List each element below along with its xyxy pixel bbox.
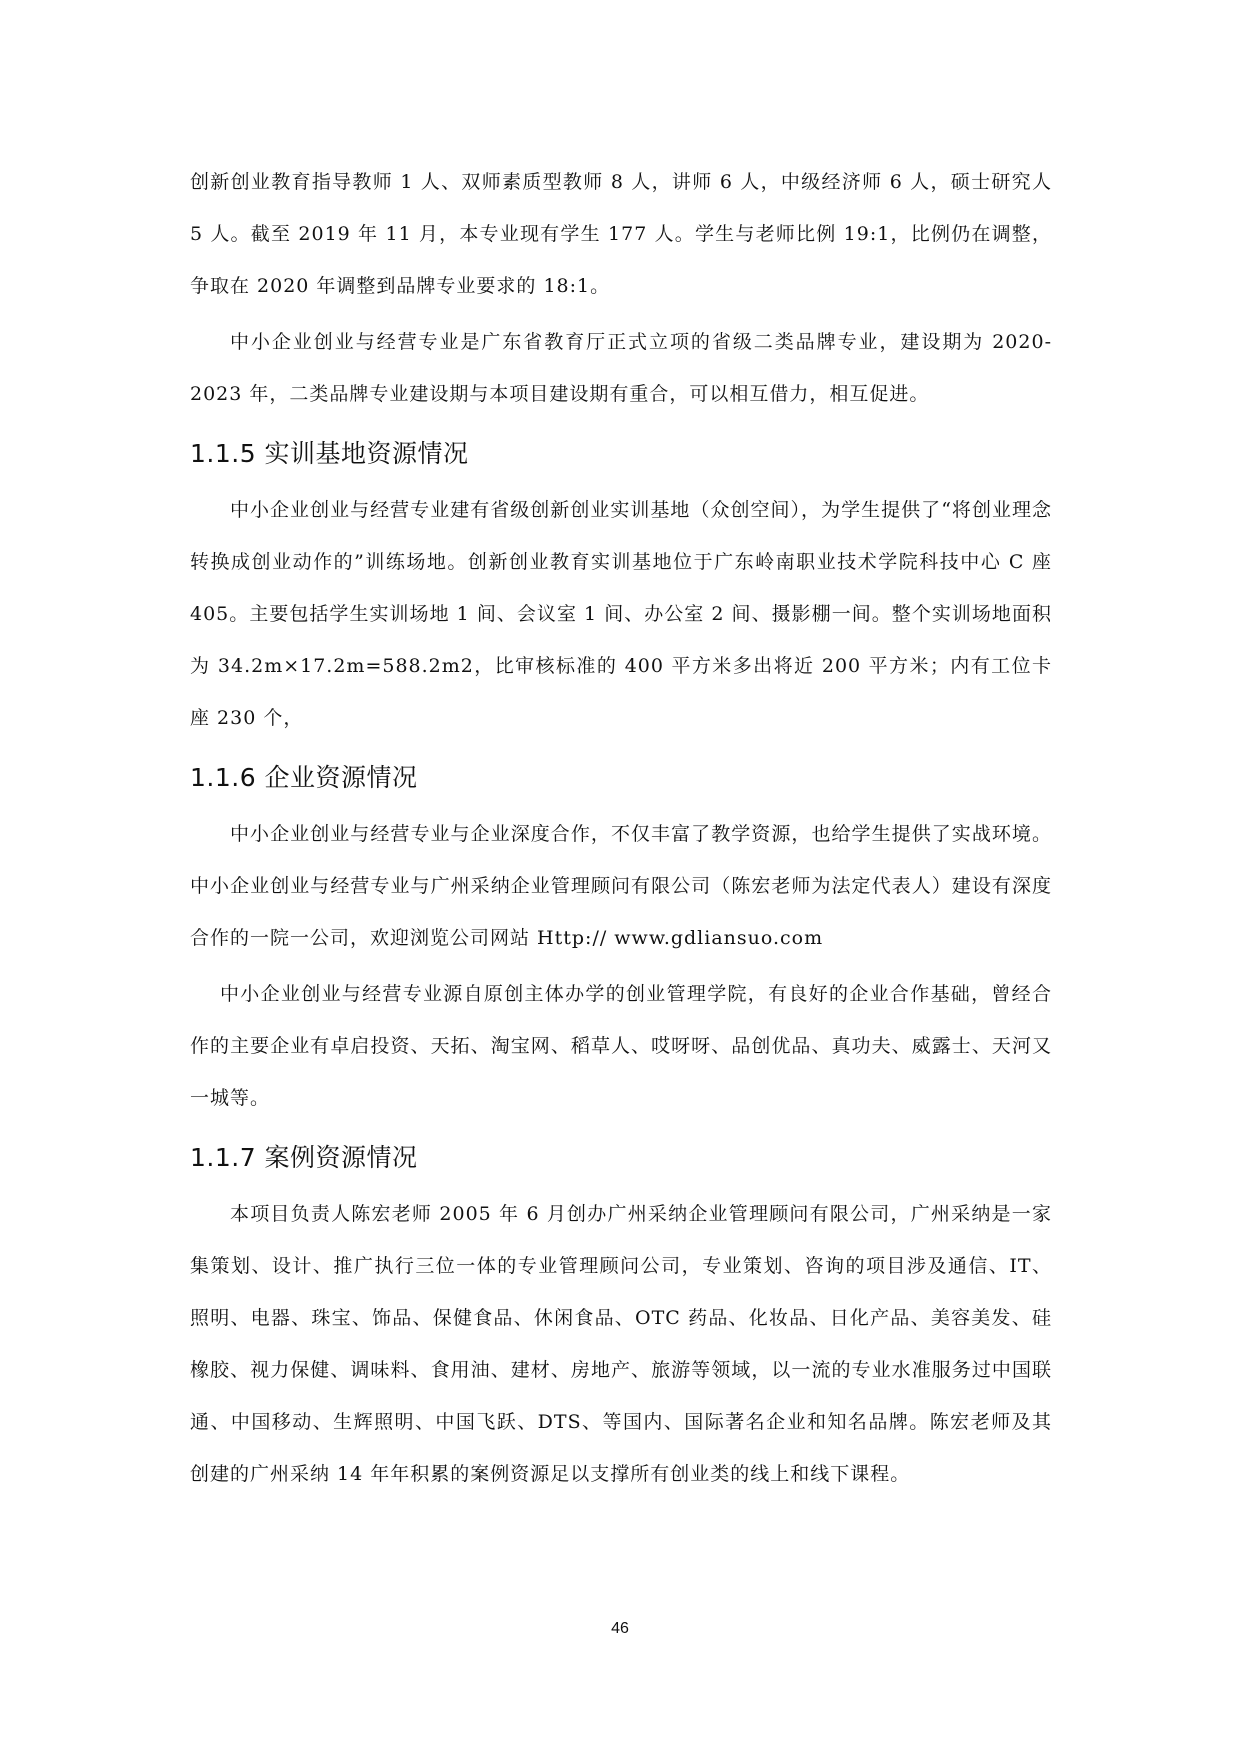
paragraph-enterprise-cooperation: 中小企业创业与经营专业与企业深度合作，不仅丰富了教学资源，也给学生提供了实战环境。中小企业创业与经营专业与广州采纳企业管理顾问有限公司（陈宏老师为法定代表人）建设有深度合作的一院一公司，欢迎浏览公司网站 Http:// www.gdliansuo.com <box>190 823 1052 949</box>
heading-enterprise-resources: 1.1.6 企业资源情况 <box>190 763 418 792</box>
paragraph-training-base: 中小企业创业与经营专业建有省级创新创业实训基地（众创空间），为学生提供了“将创业理念转换成创业动作的”训练场地。创新创业教育实训基地位于广东岭南职业技术学院科技中心 C 座 405。主要包括学生实训场地 1 间、会议室 1 间、办公室 2 间、摄影棚一间。整个实训场地面积为 34.2m×17.2m=588.2m2，比审核标准的 400 平方米多出将近 200 平方米；内有工位卡座 230 个， <box>190 499 1052 729</box>
paragraph-teachers: 创新创业教育指导教师 1 人、双师素质型教师 8 人，讲师 6 人，中级经济师 6 人，硕士研究人 5 人。截至 2019 年 11 月，本专业现有学生 177 人。学生与老师比例 19:1，比例仍在调整，争取在 2020 年调整到品牌专业要求的 18:1。 <box>190 171 1052 297</box>
paragraph-brand-major: 中小企业创业与经营专业是广东省教育厅正式立项的省级二类品牌专业，建设期为 2020-2023 年，二类品牌专业建设期与本项目建设期有重合，可以相互借力，相互促进。 <box>190 331 1052 405</box>
heading-case-resources: 1.1.7 案例资源情况 <box>190 1143 418 1172</box>
paragraph-enterprise-partners: 中小企业创业与经营专业源自原创主体办学的创业管理学院，有良好的企业合作基础，曾经合作的主要企业有卓启投资、天拓、淘宝网、稻草人、哎呀呀、品创优品、真功夫、威露士、天河又一城等。 <box>190 983 1052 1109</box>
heading-training-base: 1.1.5 实训基地资源情况 <box>190 439 469 468</box>
page-number: 46 <box>611 1620 629 1637</box>
paragraph-case-resources: 本项目负责人陈宏老师 2005 年 6 月创办广州采纳企业管理顾问有限公司，广州采纳是一家集策划、设计、推广执行三位一体的专业管理顾问公司，专业策划、咨询的项目涉及通信、IT、照明、电器、珠宝、饰品、保健食品、休闲食品、OTC 药品、化妆品、日化产品、美容美发、硅橡胶、视力保健、调味料、食用油、建材、房地产、旅游等领域，以一流的专业水准服务过中国联通、中国移动、生辉照明、中国飞跃、DTS、等国内、国际著名企业和知名品牌。陈宏老师及其创建的广州采纳 14 年年积累的案例资源足以支撑所有创业类的线上和线下课程。 <box>190 1203 1052 1485</box>
page-content <box>190 156 1052 1500</box>
